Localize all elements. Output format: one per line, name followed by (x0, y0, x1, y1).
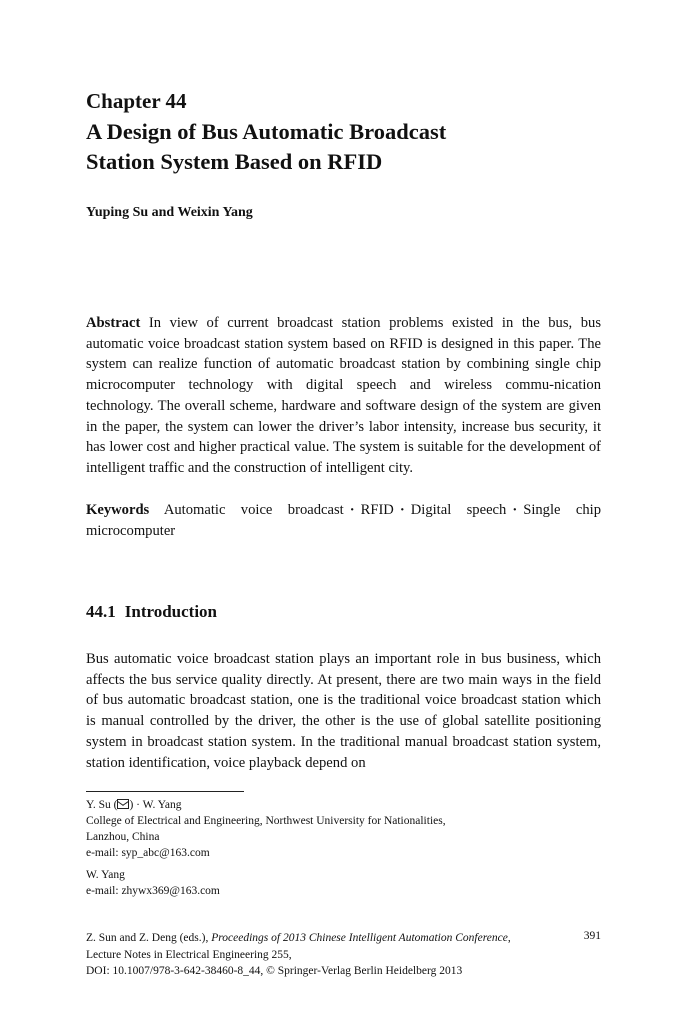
citation-series: , Lecture Notes in Electrical Engineering 255, (86, 932, 511, 961)
citation-proceedings: Proceedings of 2013 Chinese Intelligent Automation Conference (211, 932, 508, 944)
keyword-separator: · (399, 502, 405, 518)
keywords (86, 500, 601, 541)
page-number: 391 (583, 930, 601, 942)
chapter-label: Chapter 44 (86, 89, 187, 113)
citation (86, 930, 526, 980)
section-heading (86, 602, 217, 622)
authors: Yuping Su and Weixin Yang (86, 205, 253, 220)
keyword-item: Automatic voice broadcast (163, 502, 344, 518)
citation-editors: Z. Sun and Z. Deng (eds.), (86, 932, 209, 944)
keyword-separator: · (512, 502, 518, 518)
chapter-title-line2: Station System Based on RFID (86, 149, 383, 174)
footnote-email-su: e-mail: syp_abc@163.com (86, 847, 210, 859)
section-title: Introduction (124, 602, 218, 621)
keyword-item: Single chip microcomputer (86, 502, 602, 539)
footnote-email-yang: e-mail: zhywx369@163.com (86, 885, 220, 897)
keyword-item: RFID (360, 502, 394, 518)
chapter-title (86, 117, 601, 177)
abstract-text: In view of current broadcast station problems existed in the bus, bus automatic voice broadcast station system based on RFID is designed in this paper. The system can realize function of automatic broadcast station by combining single chip microcomputer technology with digital speech and wireless commu-nication technology. The overall scheme, hardware and software design of the system are given in the paper, the system can lower the driver’s labor intensity, increase bus security, it has lower cost and higher practical value. The system is suitable for the development of intelligent traffic and the construction of intelligent city. (86, 315, 601, 476)
footnote-affiliation: College of Electrical and Engineering, Northwest University for Nationalities, (86, 815, 446, 827)
introduction-paragraph: Bus automatic voice broadcast station plays an important role in bus business, which affects the bus service quality directly. At present, there are two main ways in the field of bus automatic broadcast station, one is the traditional voice broadcast station which is manual controlled by the driver, the other is the use of global satellite positioning system in broadcast station system. In the traditional manual broadcast station system, station identification, voice playback depend on (86, 651, 601, 771)
keyword-item: Digital speech (410, 502, 507, 518)
citation-doi: DOI: 10.1007/978-3-642-38460-8_44, © Springer-Verlag Berlin Heidelberg 2013 (86, 965, 463, 977)
keyword-separator: · (349, 502, 355, 518)
footnote-divider (86, 791, 244, 792)
footnote-author-yang: W. Yang (86, 869, 125, 881)
section-number: 44.1 (86, 602, 116, 621)
keywords-label: Keywords (86, 502, 150, 518)
footnote-author-line: Y. Su ( ) · W. Yang (86, 799, 182, 811)
abstract (86, 313, 601, 479)
abstract-label: Abstract (86, 315, 141, 331)
author-footnote (86, 797, 601, 899)
mail-icon (117, 799, 129, 809)
footnote-location: Lanzhou, China (86, 831, 160, 843)
chapter-title-line1: A Design of Bus Automatic Broadcast (86, 119, 447, 144)
